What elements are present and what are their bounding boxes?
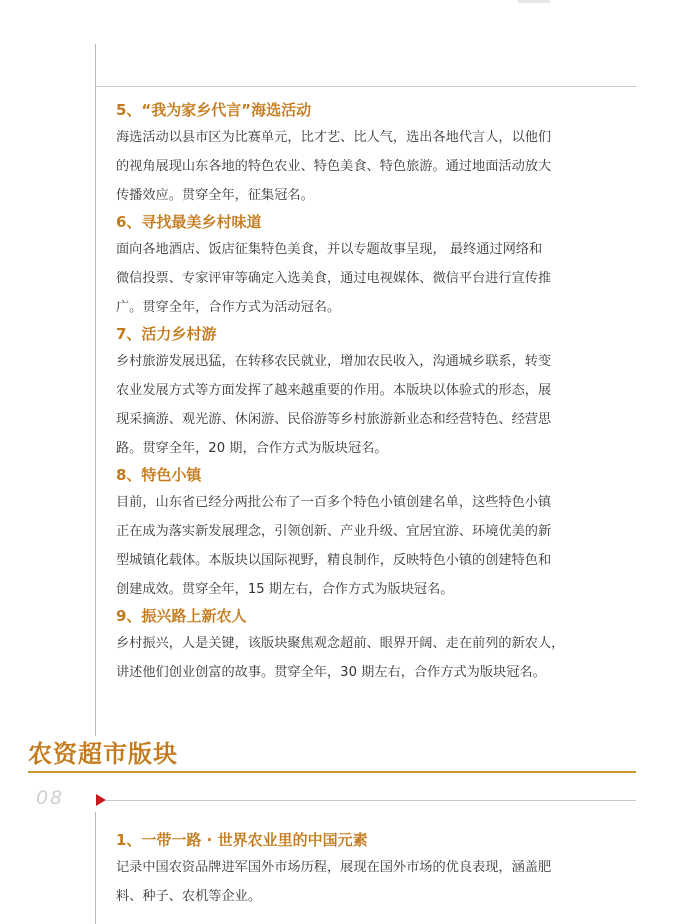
paragraph-line: 目前，山东省已经分两批公布了一百多个特色小镇创建名单，这些特色小镇 bbox=[116, 495, 552, 510]
paragraph-line: 乡村振兴，人是关键，该版块聚焦观念超前、眼界开阔、走在前列的新农人， bbox=[116, 636, 565, 651]
paragraph-line: 料、种子、农机等企业。 bbox=[116, 889, 262, 904]
chapter-title: 农资超市版块 bbox=[28, 740, 178, 768]
triangle-marker-icon bbox=[96, 794, 106, 806]
section-heading: 5、“我为家乡代言”海选活动 bbox=[116, 101, 312, 119]
section-heading: 6、寻找最美乡村味道 bbox=[116, 213, 262, 231]
margin-line-top bbox=[95, 44, 96, 736]
paragraph-line: 海选活动以县市区为比赛单元，比才艺、比人气，选出各地代言人，以他们 bbox=[116, 130, 552, 145]
paragraph-line: 面向各地酒店、饭店征集特色美食，并以专题故事呈现， 最终通过网络和 bbox=[116, 242, 543, 257]
section-heading: 7、活力乡村游 bbox=[116, 325, 217, 343]
paragraph-line: 路。贯穿全年，20 期，合作方式为版块冠名。 bbox=[116, 441, 388, 456]
section-6 bbox=[116, 210, 640, 322]
paragraph-line: 农业发展方式等方面发挥了越来越重要的作用。本版块以体验式的形态，展 bbox=[116, 383, 552, 398]
section-heading: 9、振兴路上新农人 bbox=[116, 607, 247, 625]
section-heading: 1、一带一路 · 世界农业里的中国元素 bbox=[116, 831, 368, 849]
paragraph-line: 现采摘游、观光游、休闲游、民俗游等乡村旅游新业态和经营特色、经营思 bbox=[116, 412, 552, 427]
section-heading: 8、特色小镇 bbox=[116, 466, 202, 484]
sections-list bbox=[116, 98, 640, 687]
paragraph-line: 创建成效。贯穿全年，15 期左右，合作方式为版块冠名。 bbox=[116, 582, 454, 597]
section-7 bbox=[116, 322, 640, 463]
chapter-rule bbox=[28, 771, 636, 773]
header-ornament bbox=[518, 0, 550, 3]
paragraph-line: 的视角展现山东各地的特色农业、特色美食、特色旅游。通过地面活动放大 bbox=[116, 159, 552, 174]
page-number: 08 bbox=[36, 787, 65, 809]
section-5 bbox=[116, 98, 640, 210]
margin-line-bottom bbox=[95, 812, 96, 924]
subsection-1 bbox=[116, 828, 640, 911]
paragraph-line: 广。贯穿全年，合作方式为活动冠名。 bbox=[116, 300, 341, 315]
paragraph-line: 传播效应。贯穿全年，征集冠名。 bbox=[116, 188, 314, 203]
paragraph-line: 正在成为落实新发展理念，引领创新、产业升级、宜居宜游、环境优美的新 bbox=[116, 524, 552, 539]
section-9 bbox=[116, 604, 640, 687]
paragraph-line: 记录中国农资品牌进军国外市场历程，展现在国外市场的优良表现，涵盖肥 bbox=[116, 860, 552, 875]
divider-rule bbox=[106, 800, 636, 801]
paragraph-line: 讲述他们创业创富的故事。贯穿全年，30 期左右，合作方式为版块冠名。 bbox=[116, 665, 546, 680]
paragraph-line: 微信投票、专家评审等确定入选美食，通过电视媒体、微信平台进行宣传推 bbox=[116, 271, 552, 286]
paragraph-line: 型城镇化载体。本版块以国际视野，精良制作，反映特色小镇的创建特色和 bbox=[116, 553, 552, 568]
top-rule bbox=[95, 86, 636, 87]
section-8 bbox=[116, 463, 640, 604]
paragraph-line: 乡村旅游发展迅猛，在转移农民就业，增加农民收入，沟通城乡联系，转变 bbox=[116, 354, 552, 369]
